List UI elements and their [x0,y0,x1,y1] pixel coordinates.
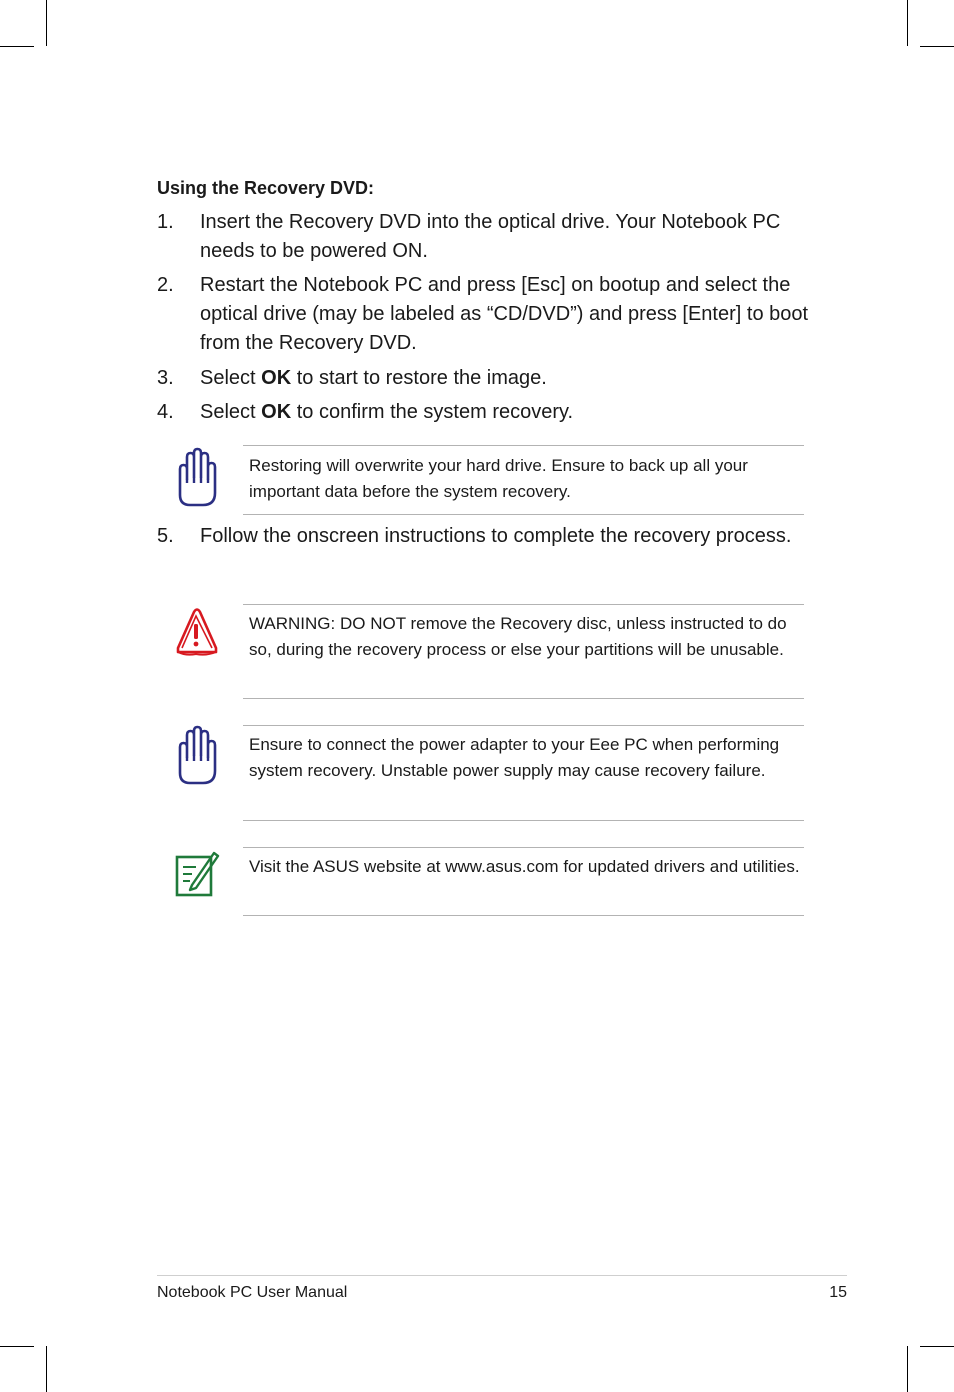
step-text: Insert the Recovery DVD into the optical drive. Your Notebook PC needs to be powered ON. [200,211,781,262]
step-text: Follow the onscreen instructions to complete the recovery process. [200,525,792,547]
note-text: Ensure to connect the power adapter to your Eee PC when performing system recovery. Unstable power supply may cause recovery failure. [249,735,780,780]
note-warning [243,604,804,699]
crop-mark [0,1346,34,1347]
footer-divider [157,1275,847,1276]
step-number: 4. [157,401,174,423]
footer-title: Notebook PC User Manual [157,1284,348,1301]
crop-mark [920,1346,954,1347]
crop-mark [920,46,954,47]
note-text: WARNING: DO NOT remove the Recovery disc, unless instructed to do so, during the recovery process or else your partitions will be unusable. [249,614,787,659]
note-icon [174,849,220,899]
ok-emphasis: OK [261,367,292,389]
crop-mark [46,1346,47,1392]
note-power [243,725,804,821]
note-text: Restoring will overwrite your hard drive. Ensure to back up all your important data before the system recovery. [249,456,748,501]
hand-icon [172,447,220,509]
page-number: 15 [829,1284,847,1301]
section-heading: Using the Recovery DVD: [157,178,375,198]
step-text: Select OK to confirm the system recovery. [200,401,574,423]
warning-icon [172,604,222,658]
ok-emphasis: OK [261,401,292,423]
hand-icon [172,725,220,787]
note-restore [243,445,804,515]
crop-mark [907,1346,908,1392]
step-text: Select OK to start to restore the image. [200,367,547,389]
crop-mark [46,0,47,46]
step-number: 1. [157,211,174,233]
crop-mark [0,46,34,47]
crop-mark [907,0,908,46]
step-number: 5. [157,525,174,547]
step-number: 3. [157,367,174,389]
note-text: Visit the ASUS website at www.asus.com for updated drivers and utilities. [249,857,800,876]
note-visit [243,847,804,916]
step-text: Restart the Notebook PC and press [Esc] on bootup and select the optical drive (may be labeled as “CD/DVD”) and press [Enter] to boot from the Recovery DVD. [200,274,809,354]
step-number: 2. [157,274,174,296]
